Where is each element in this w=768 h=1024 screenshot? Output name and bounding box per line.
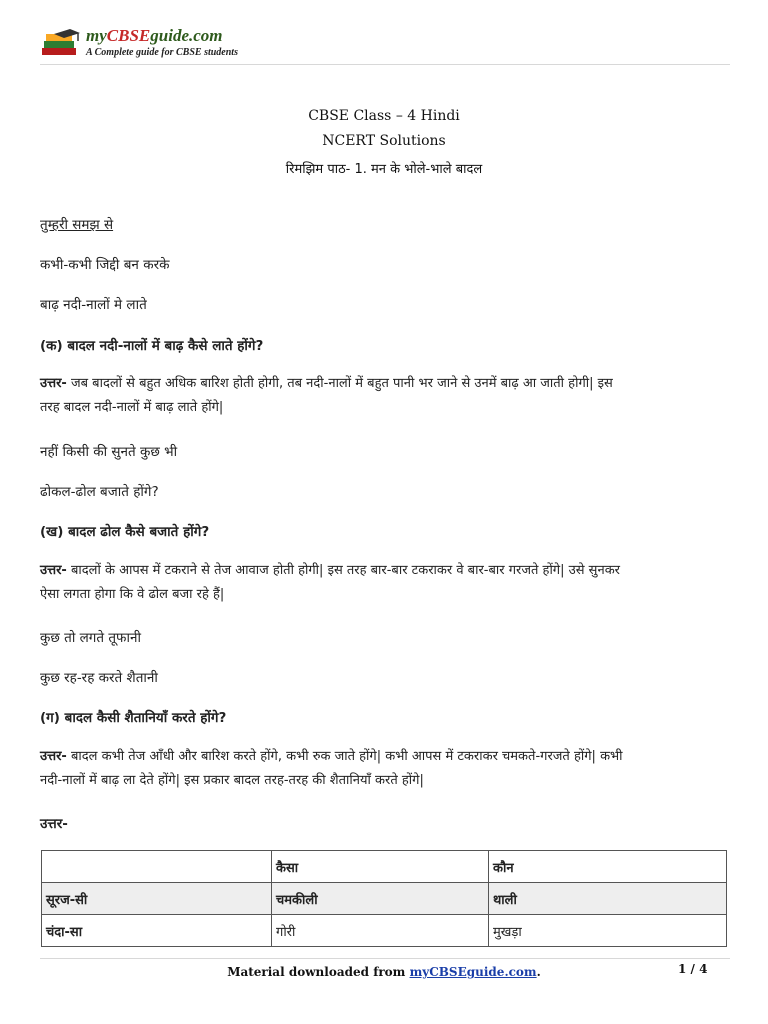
answer-3-line-1 [40,745,730,769]
answer-1-text-2: तरह बादल नदी-नालों में बाढ़ लाते होंगे| [40,400,224,415]
answer-2 [40,559,730,607]
answer-3-label: उत्तर- [40,749,67,764]
table-cell: सूरज-सी [42,883,272,915]
answer-3-text-2: नदी-नालों में बाढ़ ला देते होंगे| इस प्रकार बादल तरह-तरह की शैतानियाँ करते होंगे| [40,773,424,788]
table-header-row [42,851,727,883]
site-header [40,22,730,64]
footer-divider [40,958,730,959]
header-divider [40,64,730,65]
question-3: (ग) बादल कैसी शैतानियाँ करते होंगे? [40,710,227,726]
poem-line-2: बाढ़ नदी-नालों मे लाते [40,297,147,313]
answer-3-text-1: बादल कभी तेज आँधी और बारिश करते होंगे, कभी रुक जाते होंगे| कभी आपस में टकराकर चमकते-गरजते होंगे| कभी [66,749,623,764]
comparison-table [41,850,727,947]
question-2: (ख) बादल ढोल कैसे बजाते होंगे? [40,524,210,540]
logo-suffix: guide.com [150,26,223,45]
answer-3 [40,745,730,793]
question-1: (क) बादल नदी-नालों में बाढ़ कैसे लाते होंगे? [40,338,264,354]
table-header-cell: कौन [489,851,727,883]
doc-title-chapter: रिमझिम पाठ- 1. मन के भोले-भाले बादल [285,162,483,177]
doc-title-subject: NCERT Solutions [322,133,446,149]
footer-end: . [536,965,541,979]
logo-brand: CBSE [106,26,151,45]
answer-1-label: उत्तर- [40,376,67,391]
answer-1-text-1: जब बादलों से बहुत अधिक बारिश होती होगी, तब नदी-नालों में बहुत पानी भर जाने से उनमें बाढ़ आ जाती होगी| इस [66,376,613,391]
section-heading: तुम्हरी समझ से [40,217,114,233]
footer-text: Material downloaded from [227,965,410,979]
table-cell: मुखड़ा [489,915,727,947]
doc-title-class: CBSE Class – 4 Hindi [308,108,460,124]
answer-2-text-2: ऐसा लगता होगा कि वे ढोल बजा रहे हैं| [40,587,225,602]
poem-line-1: कभी-कभी जिद्दी बन करके [40,257,170,273]
logo-prefix: my [86,26,107,45]
answer-4-label: उत्तर- [40,816,68,832]
footer-note [0,965,768,979]
answer-2-line-1 [40,559,730,583]
answer-2-text-1: बादलों के आपस में टकराने से तेज आवाज होती होगी| इस तरह बार-बार टकराकर वे बार-बार गरजते होंगे| उसे सुनकर [66,563,620,578]
table-cell: थाली [489,883,727,915]
table-cell: गोरी [272,915,489,947]
poem-line-6: कुछ रह-रह करते शैतानी [40,670,158,686]
poem-line-5: कुछ तो लगते तूफानी [40,630,141,646]
poem-line-4: ढोकल-ढोल बजाते होंगे? [40,484,159,500]
footer-link[interactable]: myCBSEguide.com [409,965,537,979]
answer-2-label: उत्तर- [40,563,67,578]
table-row [42,883,727,915]
table-header-cell [42,851,272,883]
table-header-cell: कैसा [272,851,489,883]
table-cell: चमकीली [272,883,489,915]
logo-tagline: A Complete guide for CBSE students [86,47,238,58]
page-number: 1 / 4 [678,962,708,976]
answer-1 [40,372,730,420]
table-row [42,915,727,947]
table-cell: चंदा-सा [42,915,272,947]
books-logo-icon [40,28,84,58]
poem-line-3: नहीं किसी की सुनते कुछ भी [40,444,178,460]
answer-1-line-1 [40,372,730,396]
site-logo-text[interactable] [86,26,223,46]
